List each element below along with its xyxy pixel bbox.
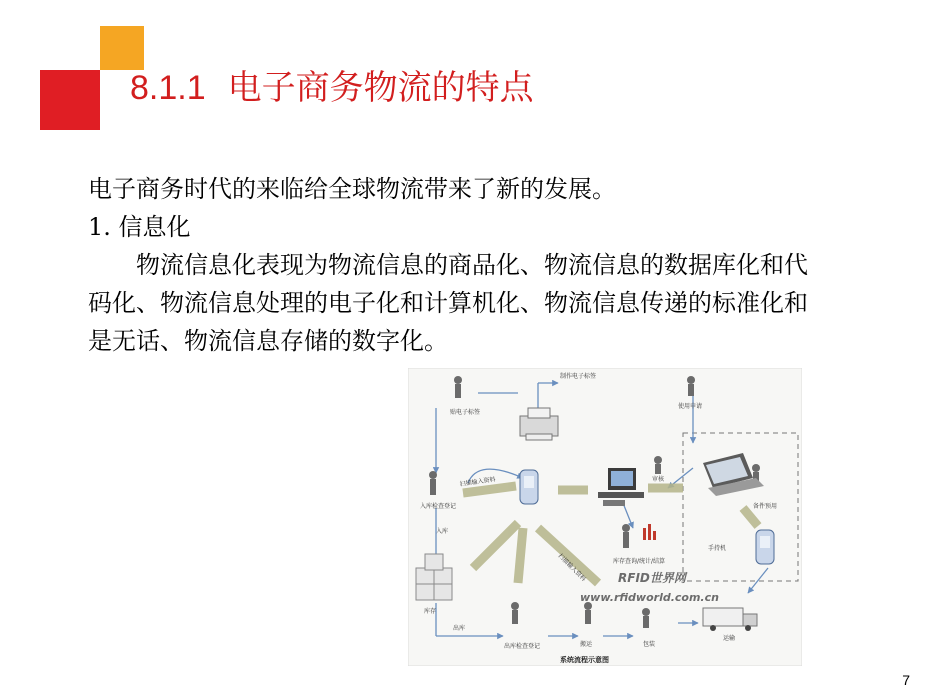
label-prepare: 备件预用: [753, 503, 778, 510]
figure-caption: 系统流程示意图: [560, 656, 609, 664]
decor-red-square: [40, 70, 100, 130]
watermark-cn: RFID世界网: [618, 571, 686, 585]
slide-body: [88, 170, 813, 360]
section-number: 8.1.1: [130, 69, 206, 107]
label-warehouse: 库存: [424, 608, 437, 615]
label-pack: 包装: [643, 641, 656, 648]
label-query: 库存查询/统计/结算: [613, 558, 666, 565]
label-handheld: 手持机: [708, 545, 727, 552]
subheading: 1. 信息化: [88, 213, 191, 241]
label-transport: 搬运: [580, 641, 593, 648]
watermark-url: www.rfidworld.com.cn: [580, 591, 719, 604]
body-paragraph: 物流信息化表现为物流信息的商品化、物流信息的数据库化和代码化、物流信息处理的电子化和计算机化、物流信息传递的标准化和是无话、物流信息存储的数字化。: [88, 251, 808, 355]
section-title-text: 电子商务物流的特点: [227, 68, 534, 108]
slide-title: [130, 62, 600, 114]
flow-diagram-figure: [408, 368, 802, 666]
label-register-in: 入库检查登记: [420, 503, 457, 510]
label-out-register: 出库检查登记: [504, 643, 541, 650]
intro-line: 电子商务时代的来临给全球物流带来了新的发展。: [88, 175, 616, 203]
label-ship: 运输: [723, 635, 736, 642]
label-approve: 审核: [652, 476, 665, 483]
flow-diagram: [408, 368, 802, 666]
label-apply: 使用申请: [678, 403, 703, 410]
page-number: 7: [902, 672, 910, 688]
label-scan-in: 扫描输入资料: [459, 476, 496, 488]
label-in-stock: 入库: [436, 528, 449, 535]
label-make-tag: 制作电子标签: [560, 373, 597, 380]
label-stick-tag: 贴电子标签: [450, 409, 481, 416]
label-scan-out: 扫描输入资料: [556, 552, 588, 583]
label-out-stock: 出库: [453, 625, 466, 632]
